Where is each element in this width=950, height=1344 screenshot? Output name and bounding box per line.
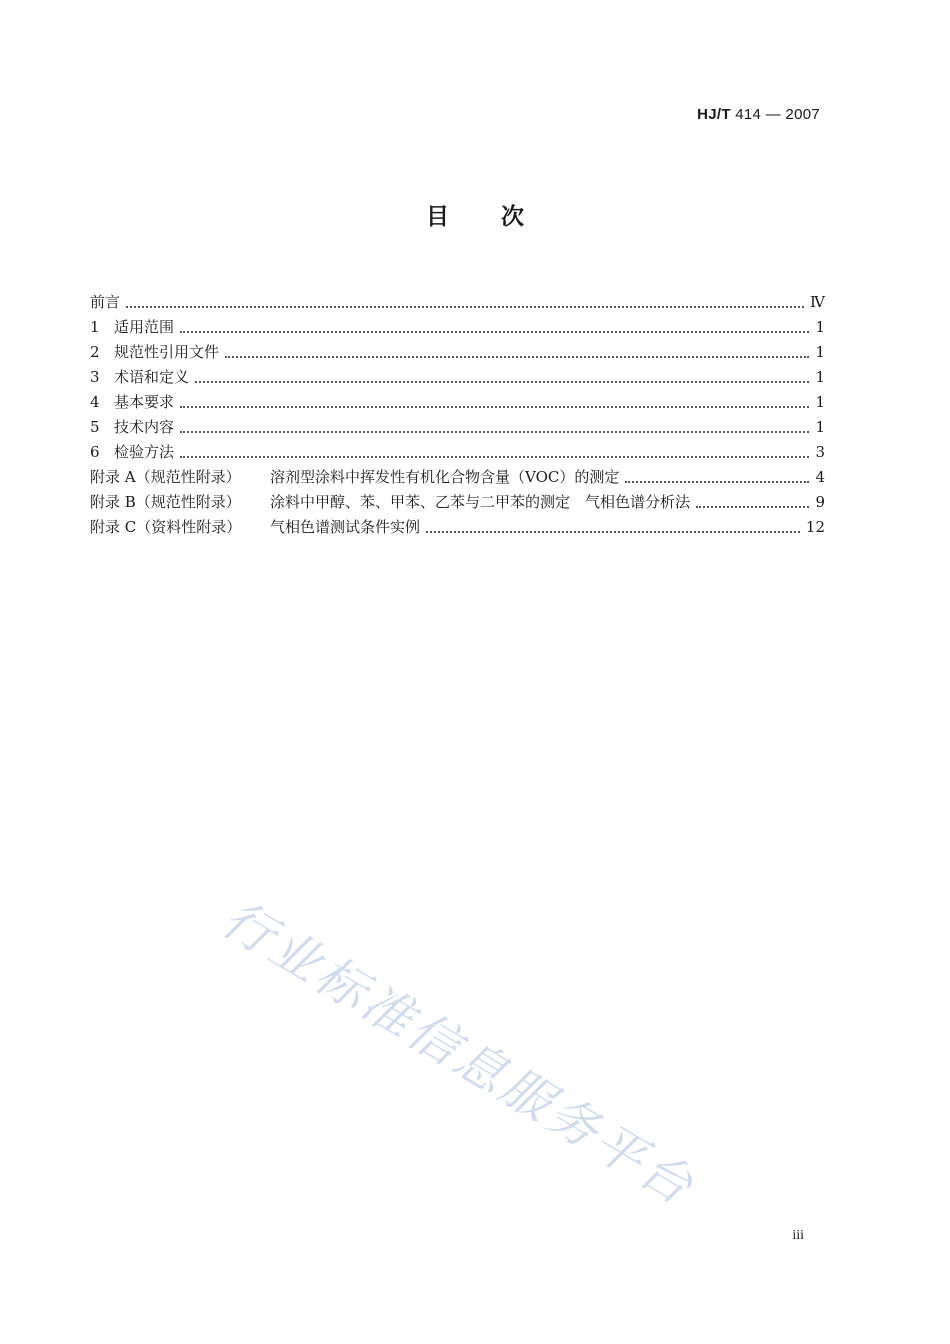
toc-entry-label: 前言	[90, 293, 121, 311]
toc-leader-dots	[180, 331, 809, 333]
toc-entry-label: 检验方法	[114, 443, 175, 461]
title-char-2: 次	[501, 204, 524, 230]
watermark: 行业标准信息服务平台	[212, 889, 706, 1218]
toc-entry-page: 1	[815, 418, 825, 436]
toc-leader-dots	[180, 406, 809, 408]
page-number: iii	[792, 1228, 804, 1243]
toc-entry-number: 2	[90, 343, 100, 361]
toc-leader-dots	[180, 456, 809, 458]
toc-leader-dots	[426, 531, 800, 533]
toc-entry-label: 气相色谱测试条件实例	[270, 518, 421, 536]
toc-leader-dots	[225, 356, 809, 358]
toc-entry[interactable]	[90, 515, 825, 540]
toc-entry-page: 1	[815, 318, 825, 336]
toc-entry-page: 1	[815, 343, 825, 361]
toc-entry[interactable]	[90, 290, 825, 315]
toc-entry-prefix: 附录 C（资料性附录）	[90, 518, 242, 536]
toc-entry[interactable]	[90, 490, 825, 515]
toc-entry-prefix: 附录 A（规范性附录）	[90, 468, 241, 486]
page-title	[0, 198, 950, 231]
toc-entry-page: 3	[815, 443, 825, 461]
table-of-contents	[90, 290, 825, 540]
toc-entry-page: 9	[815, 493, 825, 511]
toc-entry[interactable]	[90, 415, 825, 440]
toc-entry-number: 4	[90, 393, 100, 411]
toc-leader-dots	[625, 481, 809, 483]
toc-entry-label: 适用范围	[114, 318, 175, 336]
toc-leader-dots	[180, 431, 809, 433]
toc-leader-dots	[126, 306, 804, 308]
toc-entry-label: 涂料中甲醇、苯、甲苯、乙苯与二甲苯的测定 气相色谱分析法	[270, 493, 691, 511]
toc-entry-number: 1	[90, 318, 100, 336]
toc-entry-page: 1	[815, 368, 825, 386]
toc-entry-page: 12	[805, 518, 825, 536]
toc-entry[interactable]	[90, 390, 825, 415]
standard-code: HJ/T	[697, 106, 731, 123]
toc-entry[interactable]	[90, 365, 825, 390]
toc-entry-number: 6	[90, 443, 100, 461]
toc-entry-label: 规范性引用文件	[114, 343, 220, 361]
toc-entry-label: 基本要求	[114, 393, 175, 411]
toc-entry-prefix: 附录 B（规范性附录）	[90, 493, 241, 511]
title-char-1: 目	[426, 204, 449, 230]
toc-entry-label: 术语和定义	[114, 368, 190, 386]
document-code	[697, 106, 820, 123]
toc-entry[interactable]	[90, 440, 825, 465]
toc-entry-page: 1	[815, 393, 825, 411]
toc-entry-page: Ⅳ	[810, 293, 825, 311]
toc-entry-label: 溶剂型涂料中挥发性有机化合物含量（VOC）的测定	[270, 468, 620, 486]
toc-entry[interactable]	[90, 340, 825, 365]
toc-entry-number: 3	[90, 368, 100, 386]
toc-leader-dots	[195, 381, 809, 383]
standard-number: 414 — 2007	[735, 106, 820, 123]
toc-leader-dots	[696, 506, 809, 508]
toc-entry-page: 4	[815, 468, 825, 486]
toc-entry-label: 技术内容	[114, 418, 175, 436]
toc-entry[interactable]	[90, 465, 825, 490]
toc-entry[interactable]	[90, 315, 825, 340]
toc-entry-number: 5	[90, 418, 100, 436]
